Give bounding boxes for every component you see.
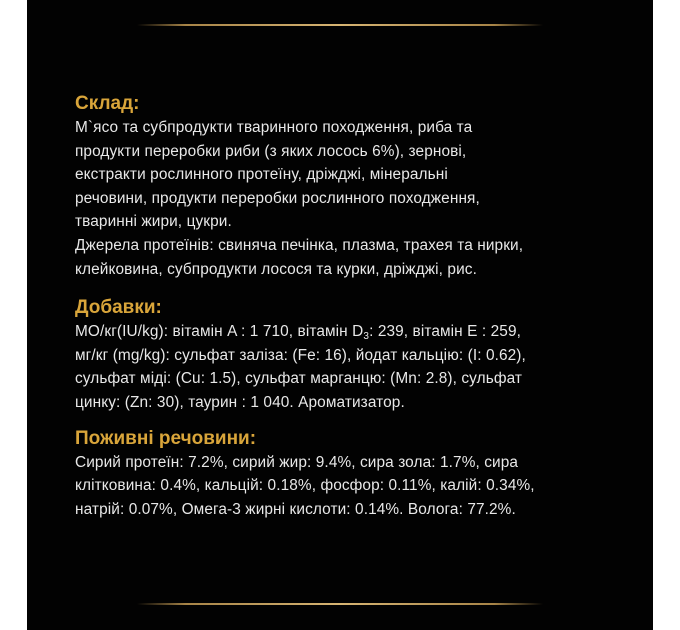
vitamins-line-start: МО/кг(IU/kg): вітамін A : 1 710, вітамін D [75, 323, 364, 341]
nutrients-line: клітковина: 0.4%, кальцій: 0.18%, фосфор: 0.11%, калій: 0.34%, [75, 477, 535, 495]
additives-line: цинку: (Zn: 30), таурин : 1 040. Ароматизатор. [75, 393, 405, 411]
additives-line: мг/кг (mg/kg): сульфат заліза: (Fe: 16), йодат кальцію: (I: 0.62), [75, 346, 526, 364]
protein-sources-line: клейковина, субпродукти лосося та курки, дріжджі, рис. [75, 260, 477, 278]
composition-text [75, 116, 635, 281]
vitamins-line-end: : 239, вітамін E : 259, [369, 323, 522, 341]
nutrients-text [75, 451, 635, 522]
vitamins-line [75, 323, 522, 343]
nutrients-heading: Поживні речовини: [75, 427, 257, 449]
composition-line: тваринні жири, цукри. [75, 213, 232, 231]
nutrients-line: натрій: 0.07%, Омега-3 жирні кислоти: 0.14%. Волога: 77.2%. [75, 500, 516, 518]
vitamin-d-subscript: 3 [363, 331, 370, 343]
additives-text [75, 320, 635, 414]
protein-sources-line: Джерела протеїнів: свиняча печінка, плазма, трахея та нирки, [75, 236, 524, 254]
composition-line: речовини, продукти переробки рослинного походження, [75, 189, 480, 207]
bottom-gold-divider [137, 603, 543, 605]
composition-section [75, 92, 635, 281]
product-info-panel [27, 0, 653, 630]
product-label-content [75, 92, 635, 521]
additives-line: сульфат міді: (Cu: 1.5), сульфат марганцю: (Mn: 2.8), сульфат [75, 370, 523, 388]
nutrients-section [75, 427, 635, 522]
composition-heading: Склад: [75, 93, 140, 114]
nutrients-line: Сирий протеїн: 7.2%, сирий жир: 9.4%, сира зола: 1.7%, сира [75, 453, 519, 471]
additives-heading: Добавки: [75, 297, 162, 319]
additives-section [75, 296, 635, 414]
composition-line: продукти переробки риби (з яких лосось 6%), зернові, [75, 142, 467, 160]
top-gold-divider [137, 24, 543, 26]
composition-line: М`ясо та субпродукти тваринного походження, риба та [75, 119, 473, 136]
composition-line: екстракти рослинного протеїну, дріжджі, мінеральні [75, 166, 448, 184]
